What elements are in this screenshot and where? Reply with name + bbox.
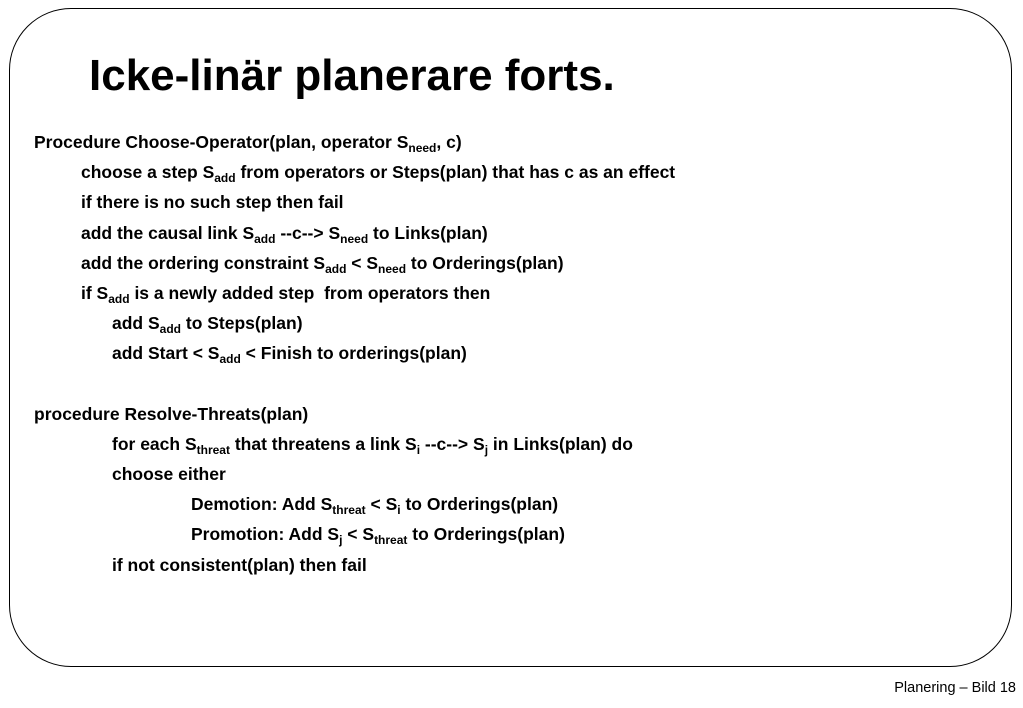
subscript: need bbox=[408, 141, 437, 155]
code-text: , c) bbox=[436, 132, 462, 152]
code-text: if S bbox=[81, 282, 109, 303]
blank-line bbox=[0, 369, 1000, 399]
code-text: that threatens a link S bbox=[229, 433, 417, 454]
code-text: Procedure Choose-Operator(plan, operator S bbox=[34, 132, 409, 152]
code-line bbox=[0, 489, 1000, 519]
pseudocode-body bbox=[0, 127, 1000, 580]
code-text: < Finish to orderings(plan) bbox=[240, 343, 467, 364]
code-text: to Orderings(plan) bbox=[407, 524, 565, 545]
code-text: to Orderings(plan) bbox=[400, 494, 559, 515]
code-text: add the causal link S bbox=[81, 222, 255, 243]
code-line bbox=[0, 127, 1000, 157]
subscript: i bbox=[416, 442, 421, 457]
code-text: add Start < S bbox=[112, 343, 220, 364]
subscript: add bbox=[214, 171, 236, 186]
code-text: add the ordering constraint S bbox=[81, 252, 326, 273]
code-line bbox=[0, 278, 1000, 308]
code-text: if not consistent(plan) then fail bbox=[112, 554, 367, 575]
code-text: < S bbox=[342, 524, 375, 545]
code-text: < S bbox=[346, 252, 379, 273]
subscript: threat bbox=[374, 533, 408, 548]
code-text: if there is no such step then fail bbox=[81, 192, 344, 213]
code-text: < S bbox=[365, 494, 398, 515]
subscript: add bbox=[325, 261, 347, 276]
code-line bbox=[0, 187, 1000, 217]
code-text: Demotion: Add S bbox=[191, 494, 333, 515]
code-line bbox=[0, 308, 1000, 338]
code-line bbox=[0, 248, 1000, 278]
code-text: from operators or Steps(plan) that has c as an effect bbox=[235, 162, 676, 183]
subscript: add bbox=[108, 291, 130, 306]
code-line bbox=[0, 157, 1000, 187]
code-line bbox=[0, 399, 1000, 429]
code-text: is a newly added step from operators then bbox=[129, 282, 491, 303]
subscript: need bbox=[378, 261, 407, 276]
code-line bbox=[0, 218, 1000, 248]
code-text: choose either bbox=[112, 464, 226, 485]
slide-title: Icke-linär planerare forts. bbox=[89, 51, 615, 100]
subscript: add bbox=[159, 322, 181, 337]
subscript: need bbox=[340, 231, 369, 246]
code-text: for each S bbox=[112, 433, 197, 454]
code-text: choose a step S bbox=[81, 162, 215, 183]
code-text: procedure Resolve-Threats(plan) bbox=[34, 403, 309, 424]
subscript: threat bbox=[332, 503, 366, 518]
subscript: threat bbox=[196, 442, 230, 457]
code-text: to Steps(plan) bbox=[181, 313, 303, 334]
code-text: --c--> S bbox=[420, 433, 485, 454]
code-text: to Orderings(plan) bbox=[406, 252, 564, 273]
code-text: --c--> S bbox=[275, 222, 341, 243]
slide-footer: Planering – Bild 18 bbox=[894, 680, 1016, 696]
code-line bbox=[0, 459, 1000, 489]
subscript: add bbox=[254, 231, 276, 246]
code-text: to Links(plan) bbox=[368, 222, 488, 243]
code-line bbox=[0, 429, 1000, 459]
subscript: i bbox=[397, 503, 401, 518]
code-line bbox=[0, 338, 1000, 368]
code-text: add S bbox=[112, 313, 160, 334]
code-line bbox=[0, 519, 1000, 549]
code-text: in Links(plan) do bbox=[488, 433, 633, 454]
subscript: j bbox=[339, 533, 343, 548]
subscript: add bbox=[219, 352, 241, 367]
subscript: j bbox=[484, 442, 489, 457]
code-line bbox=[0, 550, 1000, 580]
code-text: Promotion: Add S bbox=[191, 524, 340, 545]
